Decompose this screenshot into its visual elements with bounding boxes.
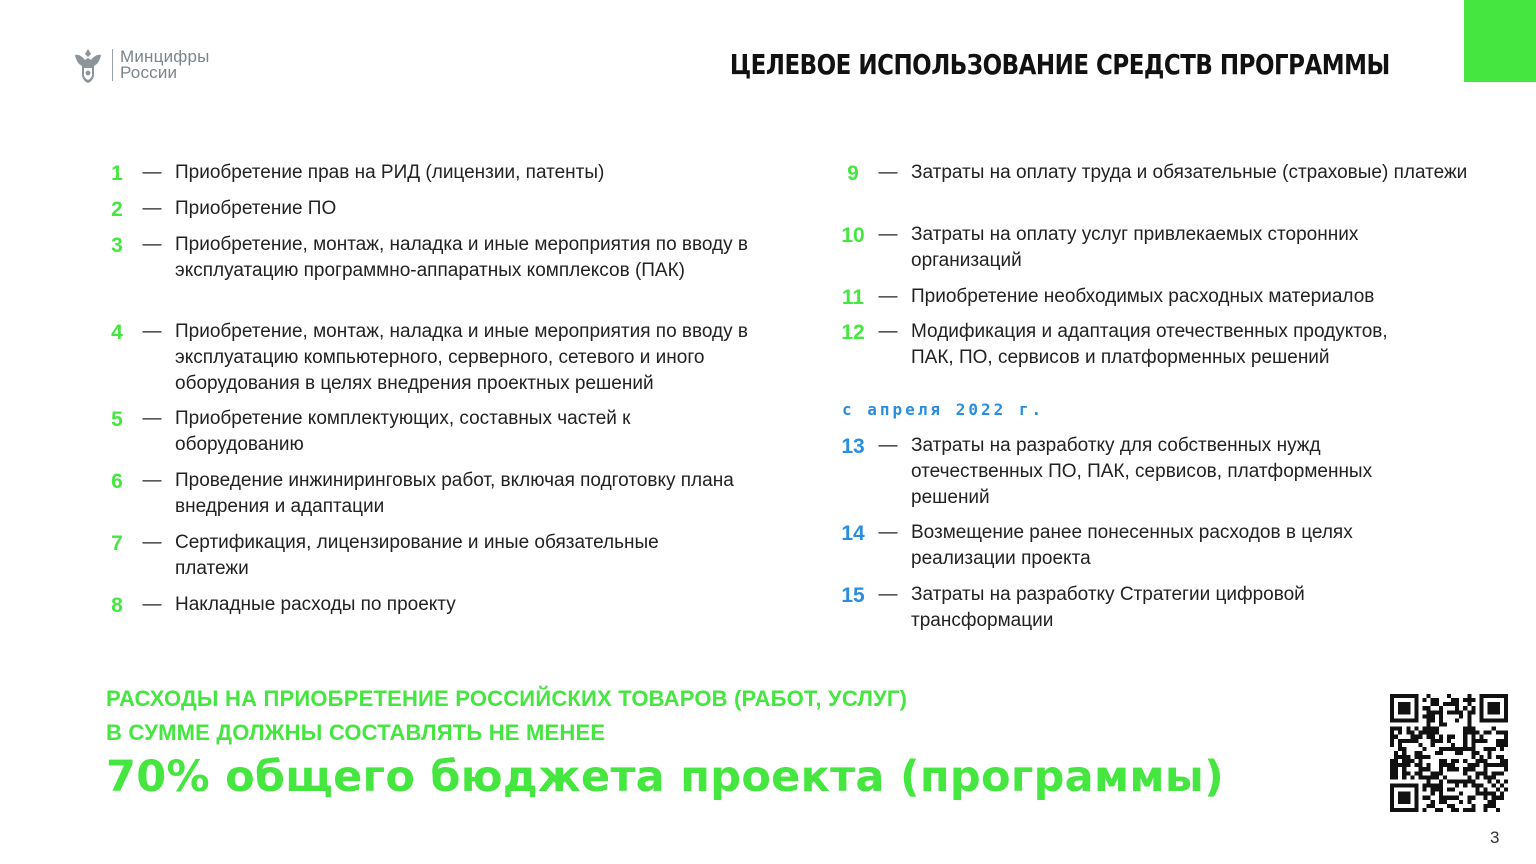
item-text: Проведение инжиниринговых работ, включая подготовку плана внедрения и адаптации <box>175 470 734 517</box>
logo-divider <box>112 49 113 81</box>
item-text: Затраты на разработку Стратегии цифровой трансформации <box>911 584 1305 631</box>
item-dash: — <box>142 532 162 553</box>
item-number: 3 <box>111 234 123 257</box>
item-dash: — <box>142 162 162 183</box>
item-dash: — <box>142 198 162 219</box>
item-number: 12 <box>841 321 865 344</box>
item-text: Приобретение, монтаж, наладка и иные мероприятия по вводу в эксплуатацию программно-аппаратных комплексов (ПАК) <box>175 234 749 281</box>
qr-code-icon[interactable] <box>1390 694 1508 812</box>
page-number: 3 <box>1490 828 1500 847</box>
budget-share-statement: 70% общего бюджета проекта (программы) <box>106 752 1225 802</box>
item-number: 8 <box>111 594 123 617</box>
item-dash: — <box>878 435 898 456</box>
item-text: Затраты на оплату услуг привлекаемых сторонних организаций <box>911 224 1359 271</box>
item-text: Возмещение ранее понесенных расходов в целях реализации проекта <box>911 522 1353 569</box>
item-number: 4 <box>111 321 123 344</box>
item-number: 1 <box>111 162 123 185</box>
item-dash: — <box>142 594 162 615</box>
item-text: Приобретение, монтаж, наладка и иные мероприятия по вводу в эксплуатацию компьютерного, серверного, сетевого и иного оборудования в целях внедрения проектных решений <box>175 321 749 394</box>
item-number: 5 <box>111 408 123 431</box>
item-dash: — <box>142 234 162 255</box>
item-dash: — <box>142 408 162 429</box>
requirement-headline <box>106 682 907 750</box>
item-text: Накладные расходы по проекту <box>175 594 456 615</box>
ministry-logo <box>72 46 210 84</box>
item-text: Приобретение комплектующих, составных частей к оборудованию <box>175 408 631 455</box>
item-number: 6 <box>111 470 123 493</box>
item-dash: — <box>878 224 898 245</box>
accent-square <box>1464 0 1536 82</box>
item-text: Модификация и адаптация отечественных продуктов, ПАК, ПО, сервисов и платформенных решений <box>911 321 1388 368</box>
item-text: Затраты на разработку для собственных нужд отечественных ПО, ПАК, сервисов, платформенных решений <box>911 435 1373 508</box>
item-number: 14 <box>841 522 865 545</box>
item-text: Приобретение ПО <box>175 198 337 219</box>
item-text: Приобретение прав на РИД (лицензии, патенты) <box>175 162 605 183</box>
item-number: 11 <box>841 286 865 309</box>
logo-line-2: России <box>120 63 178 82</box>
item-dash: — <box>142 321 162 342</box>
headline-line-1: РАСХОДЫ НА ПРИОБРЕТЕНИЕ РОССИЙСКИХ ТОВАРОВ (РАБОТ, УСЛУГ) <box>106 686 908 711</box>
item-text: Приобретение необходимых расходных материалов <box>911 286 1375 307</box>
item-dash: — <box>878 321 898 342</box>
coat-of-arms-icon <box>72 46 104 84</box>
item-dash: — <box>878 522 898 543</box>
item-number: 7 <box>111 532 123 555</box>
item-number: 13 <box>841 435 865 458</box>
headline-line-2: В СУММЕ ДОЛЖНЫ СОСТАВЛЯТЬ НЕ МЕНЕЕ <box>106 720 606 745</box>
logo-line-1: Минцифры <box>120 47 210 66</box>
item-text: Затраты на оплату труда и обязательные (страховые) платежи <box>911 162 1468 183</box>
item-dash: — <box>878 162 898 183</box>
item-dash: — <box>142 470 162 491</box>
page-title: ЦЕЛЕВОЕ ИСПОЛЬЗОВАНИЕ СРЕДСТВ ПРОГРАММЫ <box>730 48 1390 81</box>
item-dash: — <box>878 584 898 605</box>
item-number: 10 <box>841 224 865 247</box>
item-number: 2 <box>111 198 123 221</box>
item-number: 15 <box>841 584 865 607</box>
since-april-2022-label: с апреля 2022 г. <box>842 400 1045 419</box>
item-number: 9 <box>847 162 859 185</box>
item-dash: — <box>878 286 898 307</box>
logo-text <box>120 49 210 81</box>
item-text: Сертификация, лицензирование и иные обязательные платежи <box>175 532 659 579</box>
